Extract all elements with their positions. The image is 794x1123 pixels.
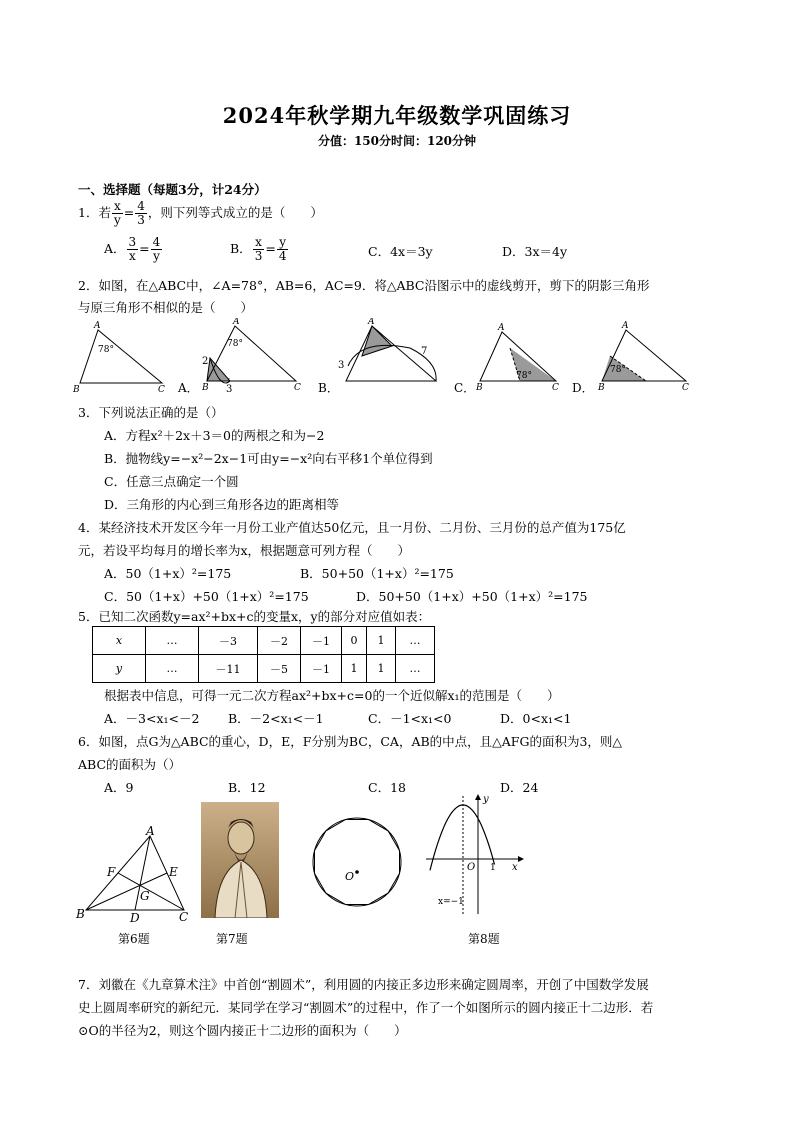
caption-figure-7: 第7题 [216, 932, 248, 946]
svg-text:B: B [73, 385, 80, 395]
svg-text:7: 7 [421, 346, 428, 357]
question-7-line1: 7．刘徽在《九章算术注》中首创“割圆术”，利用圆的内接正多边形来确定圆周率，开创了中国数学发展 [78, 977, 649, 992]
svg-text:G: G [140, 889, 150, 903]
figure-8-parabola [420, 790, 524, 920]
section-heading: 一、选择题（每题3分，计24分） [78, 182, 267, 197]
q3-option-d: D．三角形的内心到三角形各边的距离相等 [104, 497, 340, 512]
q5-option-c: C．－1<x₁<0 [368, 711, 452, 726]
value-table [92, 626, 435, 683]
q3-option-a: A．方程x²＋2x＋3＝0的两根之和为−2 [104, 428, 325, 443]
svg-text:B．: B． [318, 381, 339, 395]
svg-text:A: A [233, 318, 240, 327]
question-4-line1: 4．某经济技术开发区今年一月份工业产值达50亿元，且一月份、二月份、三月份的总产值为175亿 [78, 520, 626, 535]
q5-option-b: B．－2<x₁<－1 [228, 711, 324, 726]
svg-text:78°: 78° [516, 371, 532, 381]
question-1: 1．若 $\frac{x}{y}$ = $\frac{4}{3}$ ，则下列等式成立的是（ ） [78, 199, 323, 227]
caption-figure-6: 第6题 [118, 932, 150, 946]
q1-option-c: C．4x＝3y [368, 244, 433, 259]
svg-text:D: D [130, 911, 140, 925]
svg-text:78°: 78° [98, 345, 114, 355]
svg-text:y: y [483, 794, 489, 805]
q1-prefix: 1．若 [78, 205, 111, 220]
page-title: 2024年秋学期九年级数学巩固练习 [222, 103, 572, 128]
q1-option-b: B． $\frac{x}{3}$ = $\frac{y}{4}$ [230, 235, 287, 263]
q3-option-c: C．任意三点确定一个圆 [104, 474, 239, 489]
q2-figure-a [177, 318, 301, 395]
figure-7-portrait [201, 802, 279, 918]
q5-option-d: D．0<x₁<1 [500, 711, 572, 726]
svg-text:A: A [498, 323, 505, 333]
q1-suffix: ，则下列等式成立的是（ ） [147, 205, 323, 220]
question-2-line1: 2．如图，在△ABC中，∠A=78°，AB=6，AC=9．将△ABC沿图示中的虚线剪开，剪下的阴影三角形 [78, 278, 650, 293]
question-2-line2: 与原三角形不相似的是（ ） [78, 300, 254, 315]
q6-option-a: A．9 [104, 780, 134, 795]
svg-text:E: E [169, 865, 178, 879]
q4-option-a: A．50（1+x）²=175 [104, 566, 232, 581]
svg-text:C: C [682, 383, 689, 393]
svg-text:F: F [107, 865, 116, 879]
svg-text:C: C [294, 383, 301, 393]
svg-text:2: 2 [202, 356, 209, 367]
table-row-x: x … －3 －2 －1 0 1 … [93, 627, 435, 655]
q1-fraction-xy: $\frac{x}{y}$ [113, 199, 121, 227]
svg-text:C: C [552, 383, 559, 393]
question-7-line2: 史上圆周率研究的新纪元．某同学在学习“割圆术”的过程中，作了一个如图所示的圆内接正十二边形．若 [78, 1000, 654, 1015]
figure-circle-dodecagon [307, 812, 407, 912]
svg-text:B: B [76, 907, 85, 921]
svg-text:x: x [512, 862, 518, 873]
question-5: 5．已知二次函数y=ax²+bx+c的变量x，y的部分对应值如表： [78, 609, 431, 624]
q4-option-d: D．50+50（1+x）+50（1+x）²=175 [356, 589, 588, 604]
question-6-line1: 6．如图，点G为△ABC的重心，D，E，F分别为BC，CA，AB的中点，且△AFG的面积为3，则△ [78, 734, 623, 749]
svg-text:3: 3 [226, 384, 233, 395]
q6-option-c: C．18 [368, 780, 406, 795]
svg-text:A: A [94, 321, 101, 331]
q5-option-a: A．－3<x₁<－2 [104, 711, 200, 726]
svg-text:O: O [345, 870, 355, 883]
figure-6-centroid-triangle [72, 826, 196, 926]
caption-figure-8: 第8题 [468, 932, 500, 946]
svg-text:A: A [146, 826, 155, 838]
question-6-line2: ABC的面积为（） [78, 757, 182, 772]
q6-option-b: B．12 [228, 780, 266, 795]
question-7-line3: ⊙O的半径为2，则这个圆内接正十二边形的面积为（ ） [78, 1023, 407, 1038]
svg-text:A: A [368, 318, 375, 327]
svg-text:O: O [467, 862, 476, 873]
table-row-y: y … －11 －5 －1 1 1 … [93, 655, 435, 683]
q4-option-c: C．50（1+x）+50（1+x）²=175 [104, 589, 309, 604]
q2-figures [70, 318, 710, 398]
svg-text:B: B [202, 383, 209, 393]
svg-text:C: C [158, 385, 165, 395]
svg-text:x=−1: x=−1 [438, 897, 464, 907]
q6-option-d: D．24 [500, 780, 539, 795]
svg-text:A．: A． [178, 381, 199, 395]
q2-figure-c [454, 323, 559, 395]
svg-text:C: C [179, 910, 189, 924]
question-4-line2: 元，若设平均每月的增长率为x，根据题意可列方程（ ） [78, 543, 411, 558]
q2-figure-b [318, 318, 436, 395]
svg-text:B: B [598, 383, 605, 393]
q2-figure-d [572, 321, 689, 395]
svg-text:78°: 78° [227, 339, 243, 349]
svg-text:1: 1 [490, 863, 496, 873]
svg-text:A: A [622, 321, 629, 331]
svg-text:78°: 78° [610, 365, 626, 375]
question-5-line2: 根据表中信息，可得一元二次方程ax²+bx+c=0的一个近似解x₁的范围是（ ） [104, 688, 560, 703]
q1-option-a: A． $\frac{3}{x}$ = $\frac{4}{y}$ [104, 235, 161, 263]
svg-text:B: B [476, 383, 483, 393]
q1-fraction-43: $\frac{4}{3}$ [137, 199, 145, 227]
q4-option-b: B．50+50（1+x）²=175 [300, 566, 454, 581]
q3-option-b: B．抛物线y=−x²−2x−1可由y=−x²向右平移1个单位得到 [104, 451, 433, 466]
svg-text:3: 3 [338, 360, 345, 371]
page-subtitle: 分值：150分时间：120分钟 [317, 134, 477, 148]
question-3: 3．下列说法正确的是（） [78, 405, 224, 420]
svg-text:C．: C． [454, 381, 476, 395]
q1-option-d: D．3x＝4y [502, 244, 568, 259]
svg-text:D．: D． [572, 381, 594, 395]
q2-original-triangle [72, 321, 165, 395]
